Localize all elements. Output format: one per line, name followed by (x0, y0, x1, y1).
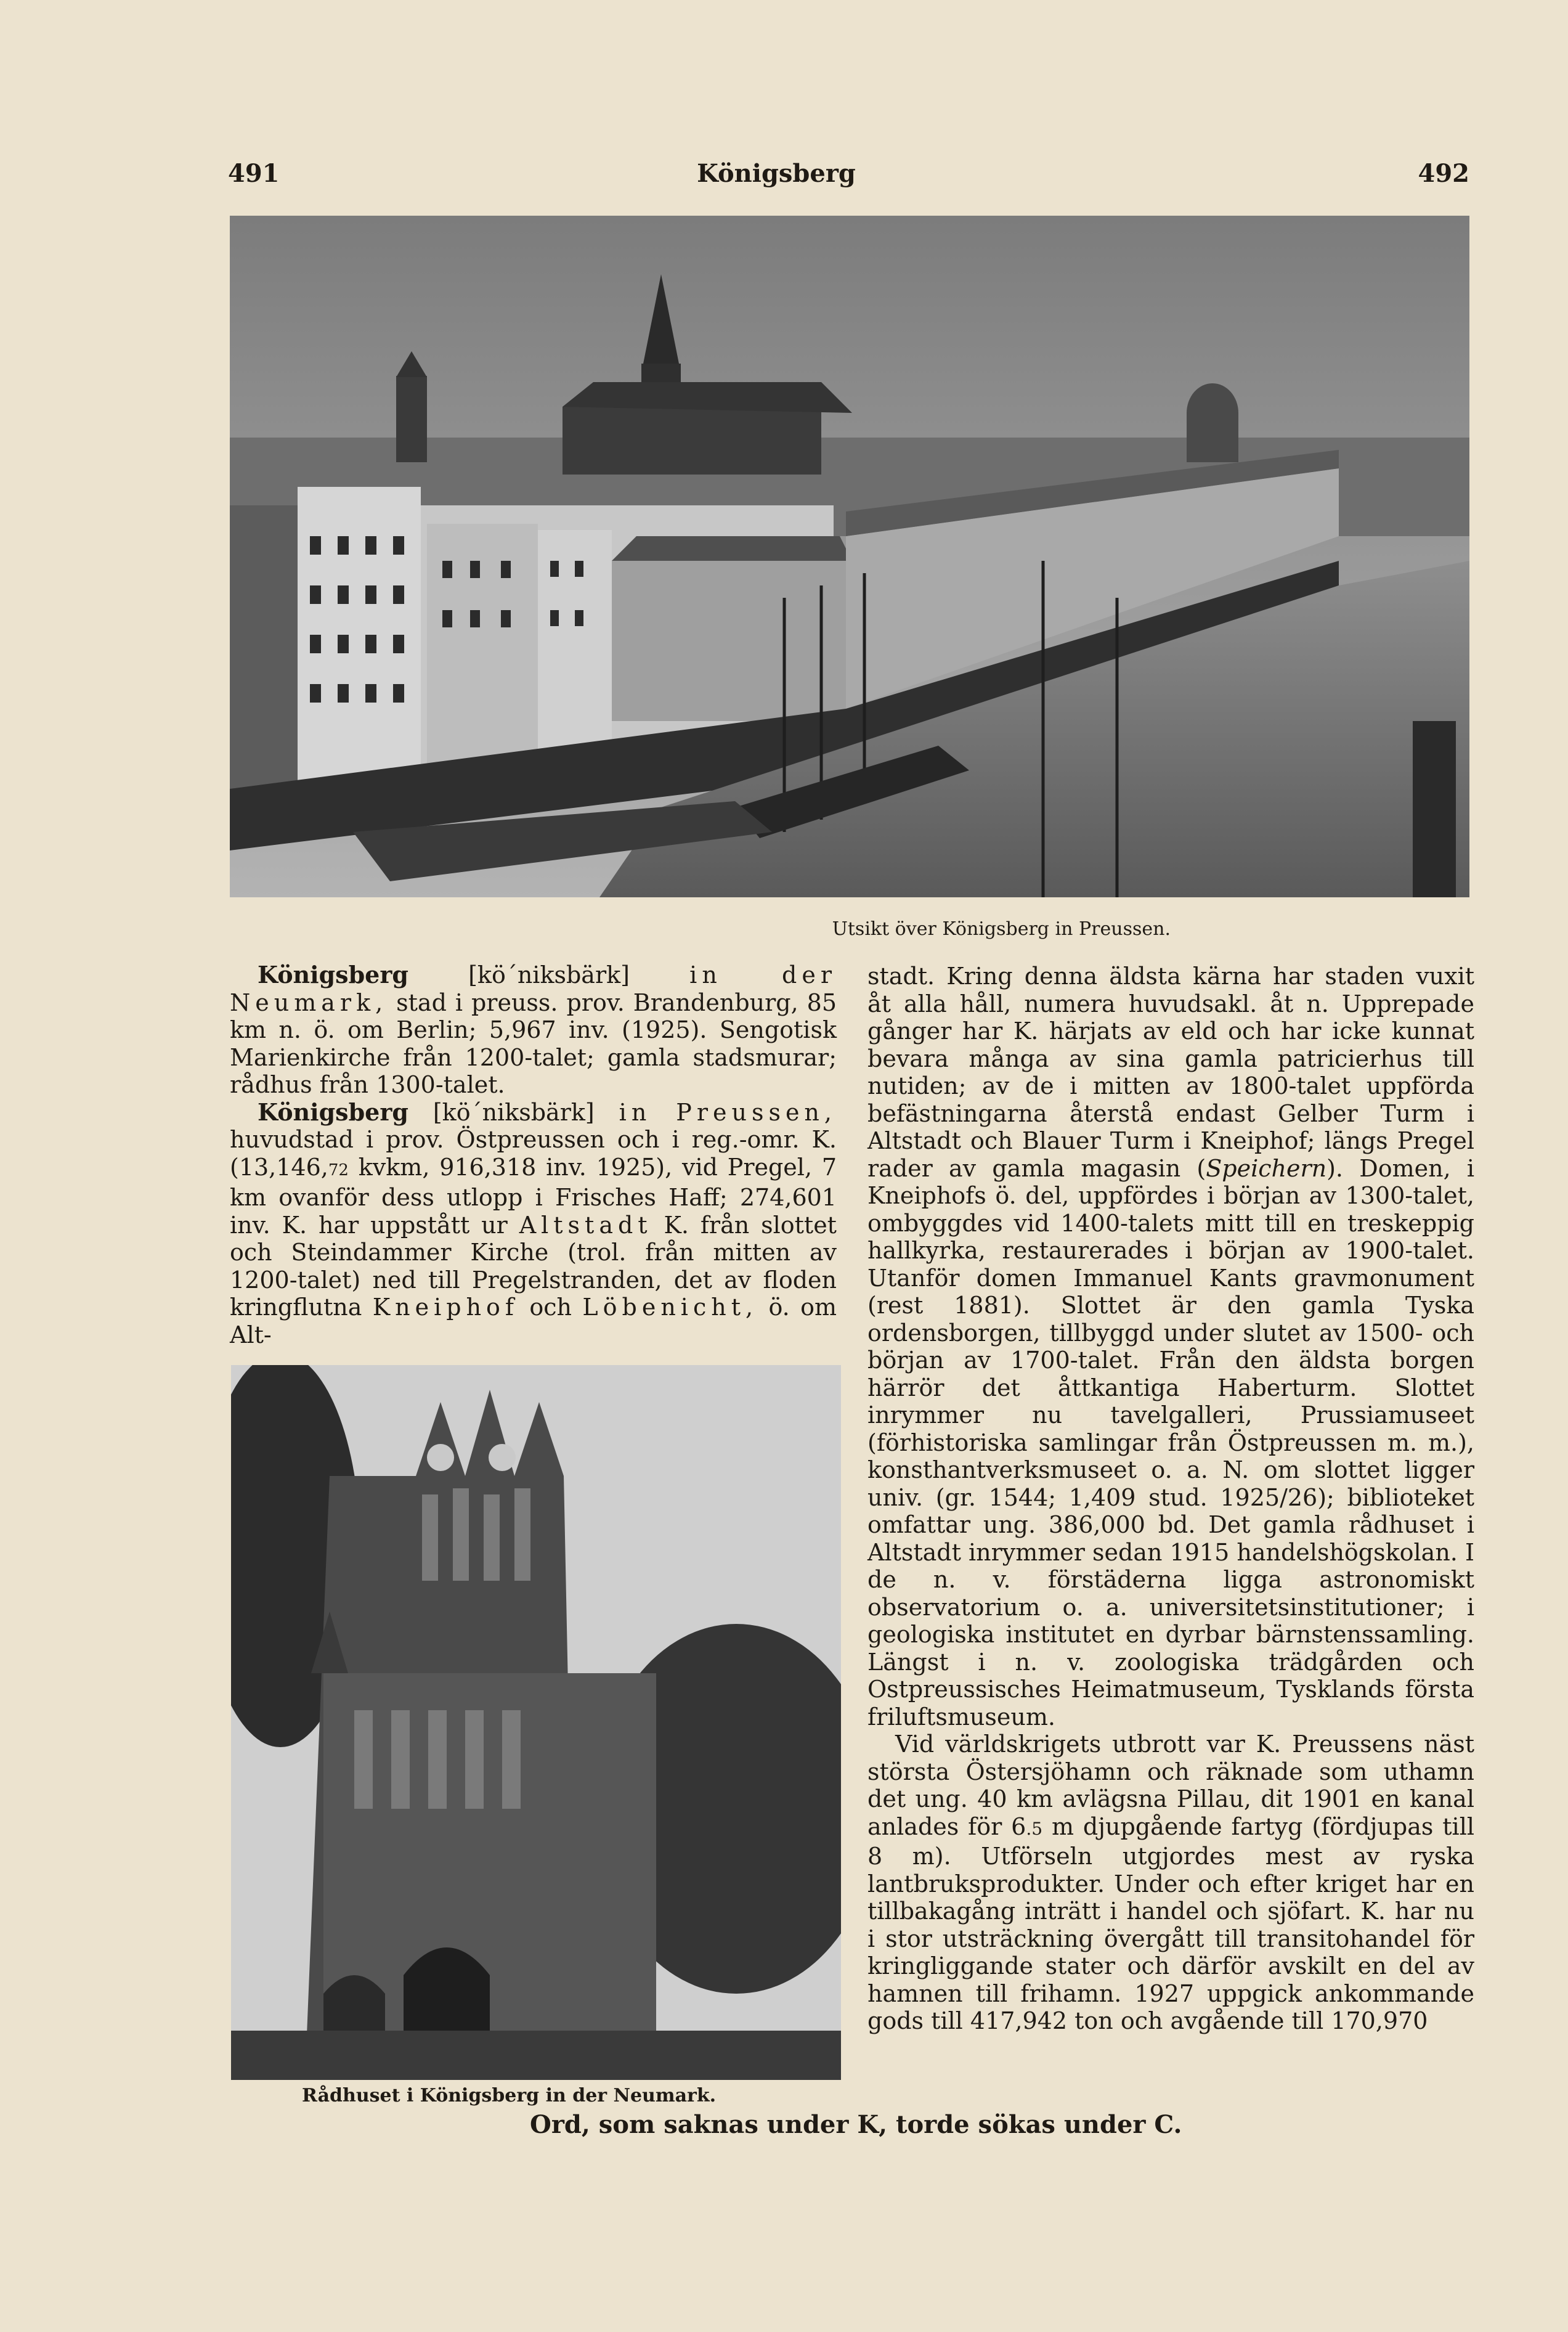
running-title: Königsberg (697, 159, 856, 188)
entry-konigsberg-neumark: Königsberg [kö´niksbärk] in der Neumark, stad i preuss. prov. Brandenburg, 85 km n. ö. om Berlin; 5,967 inv. (1925). Sengotisk Marienkirche från 1200-talet; gamla stadsmurar; rådhus från 1300-talet. (230, 961, 837, 1098)
page-number-left: 491 (228, 159, 280, 188)
city-view-caption: Utsikt över Königsberg in Preussen. (832, 918, 1171, 940)
city-view-illustration (230, 216, 1469, 897)
footer-note: Ord, som saknas under K, torde sökas under C. (530, 2110, 1182, 2139)
page-number-right: 492 (1418, 159, 1469, 188)
paragraph-harbor: Vid världskrigets utbrott var K. Preussens näst största Östersjöhamn och räknade som uthamn det ung. 40 km avlägsna Pillau, dit 1901 en kanal anlades för 6.5 m djupgående fartyg (fördjupas till 8 m). Utförseln utgjordes mest av ryska lantbruksprodukter. Under och efter kriget har en tillbakagång inträtt i handel och sjöfart. K. har nu i stor utsträckning övergått till transitohandel för kringliggande stater och därför avskilt en del av hamnen till frihamn. 1927 uppgick ankommande gods till 417,942 ton och avgående till 170,970 (867, 1731, 1474, 2034)
left-text-column (230, 961, 837, 1348)
headword: Königsberg (258, 961, 408, 989)
paragraph-city-description: stadt. Kring denna äldsta kärna har staden vuxit åt alla håll, numera huvudsakl. åt n. Upprepade gånger har K. härjats av eld och har icke kunnat bevara många av sina gamla patricierhus till nutiden; av de i mitten av 1800-talet uppförda befästningarna återstå endast Gelber Turm i Altstadt och Blauer Turm i Kneiphof; längs Pregel rader av gamla magasin (Speichern). Domen, i Kneiphofs ö. del, uppfördes i början av 1300-talet, ombyggdes vid 1400-talets mitt till en treskeppig hallkyrka, restaurerades i början av 1900-talet. Utanför domen Immanuel Kants gravmonument (rest 1881). Slottet är den gamla Tyska ordensborgen, tillbyggd under slutet av 1500- och början av 1700-talet. Från den äldsta borgen härrör det åttkantiga Haberturm. Slottet inrymmer nu tavelgalleri, Prussiamuseet (förhistoriska samlingar från Östpreussen m. m.), konsthantverksmuseet o. a. N. om slottet ligger univ. (gr. 1544; 1,409 stud. 1925/26); biblioteket omfattar ung. 386,000 bd. Det gamla rådhuset i Altstadt inrymmer sedan 1915 handelshögskolan. I de n. v. förstäderna ligga astronomiskt observatorium o. a. universitetsinstitutioner; i geologiska institutet en dyrbar bärnstenssamling. Längst i n. v. zoologiska trädgården och Ostpreussisches Heimatmuseum, Tysklands första friluftsmuseum. (867, 963, 1475, 1731)
right-text-column (867, 963, 1474, 2035)
headword: Königsberg (258, 1098, 408, 1126)
town-hall-photo (231, 1365, 841, 2080)
town-hall-illustration (231, 1365, 841, 2080)
town-hall-caption: Rådhuset i Königsberg in der Neumark. (302, 2085, 717, 2106)
city-view-photo (230, 216, 1469, 897)
entry-konigsberg-preussen: Königsberg [kö´niksbärk] in Preussen, huvudstad i prov. Östpreussen och i reg.-omr. K. (13,146,72 kvkm, 916,318 inv. 1925), vid Pregel, 7 km ovanför dess utlopp i Frisches Haff; 274,601 inv. K. har uppstått ur Altstadt K. från slottet och Steindammer Kirche (trol. från mitten av 1200-talet) ned till Pregelstranden, det av floden kringflutna Kneiphof och Löbenicht, ö. om Alt- (230, 1098, 837, 1348)
